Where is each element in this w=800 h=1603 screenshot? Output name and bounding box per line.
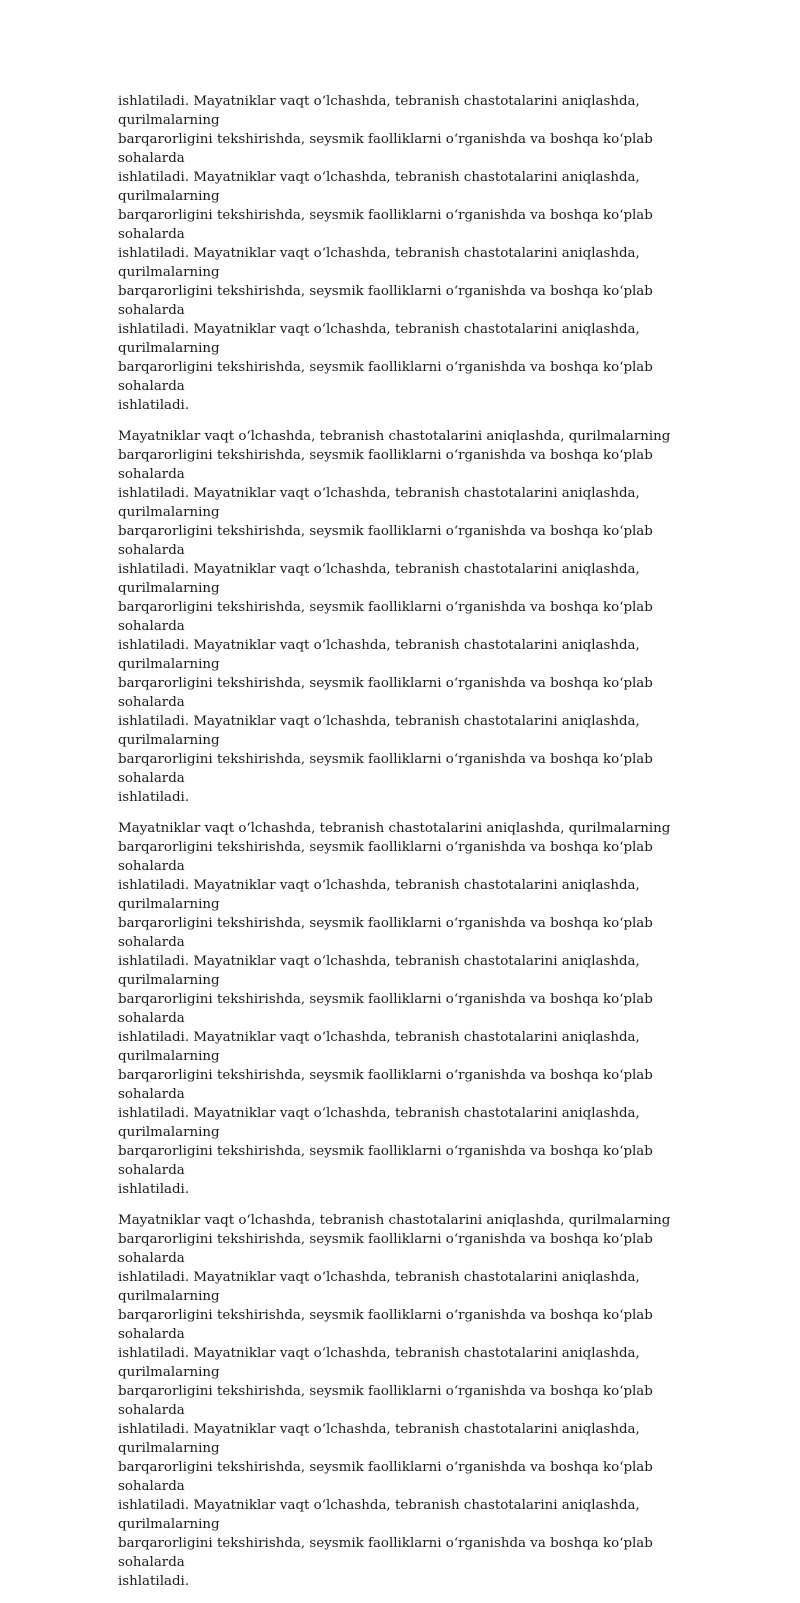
paragraph-3: Mayatniklar vaqt o‘lchashda, tebranish chastotalarini aniqlashda, qurilmalarning barqarorligini tekshirishda, seysmik faolliklarni o‘rganishda va boshqa ko‘plab sohalarda ishlatiladi. Mayatniklar vaqt o‘lchashda, tebranish chastotalarini aniqlashda, qurilmalarning barqarorligini tekshirishda, seysmik faolliklarni o‘rganishda va boshqa ko‘plab sohalarda ishlatiladi. Mayatniklar vaqt o‘lchashda, tebranish chastotalarini aniqlashda, qurilmalarning barqarorligini tekshirishda, seysmik faolliklarni o‘rganishda va boshqa ko‘plab sohalarda ishlatiladi. Mayatniklar vaqt o‘lchashda, tebranish chastotalarini aniqlashda, qurilmalarning barqarorligini tekshirishda, seysmik faolliklarni o‘rganishda va boshqa ko‘plab sohalarda ishlatiladi. Mayatniklar vaqt o‘lchashda, tebranish chastotalarini aniqlashda, qurilmalarning barqarorligini tekshirishda, seysmik faolliklarni o‘rganishda va boshqa ko‘plab sohalarda ishlatiladi. [118, 821, 671, 1197]
document-body [118, 92, 678, 1603]
paragraph-1: ishlatiladi. Mayatniklar vaqt o‘lchashda, tebranish chastotalarini aniqlashda, qurilmalarning barqarorligini tekshirishda, seysmik faolliklarni o‘rganishda va boshqa ko‘plab sohalarda ishlatiladi. Mayatniklar vaqt o‘lchashda, tebranish chastotalarini aniqlashda, qurilmalarning barqarorligini tekshirishda, seysmik faolliklarni o‘rganishda va boshqa ko‘plab sohalarda ishlatiladi. Mayatniklar vaqt o‘lchashda, tebranish chastotalarini aniqlashda, qurilmalarning barqarorligini tekshirishda, seysmik faolliklarni o‘rganishda va boshqa ko‘plab sohalarda ishlatiladi. Mayatniklar vaqt o‘lchashda, tebranish chastotalarini aniqlashda, qurilmalarning barqarorligini tekshirishda, seysmik faolliklarni o‘rganishda va boshqa ko‘plab sohalarda ishlatiladi. [118, 94, 653, 413]
paragraph-4: Mayatniklar vaqt o‘lchashda, tebranish chastotalarini aniqlashda, qurilmalarning barqarorligini tekshirishda, seysmik faolliklarni o‘rganishda va boshqa ko‘plab sohalarda ishlatiladi. Mayatniklar vaqt o‘lchashda, tebranish chastotalarini aniqlashda, qurilmalarning barqarorligini tekshirishda, seysmik faolliklarni o‘rganishda va boshqa ko‘plab sohalarda ishlatiladi. Mayatniklar vaqt o‘lchashda, tebranish chastotalarini aniqlashda, qurilmalarning barqarorligini tekshirishda, seysmik faolliklarni o‘rganishda va boshqa ko‘plab sohalarda ishlatiladi. Mayatniklar vaqt o‘lchashda, tebranish chastotalarini aniqlashda, qurilmalarning barqarorligini tekshirishda, seysmik faolliklarni o‘rganishda va boshqa ko‘plab sohalarda ishlatiladi. Mayatniklar vaqt o‘lchashda, tebranish chastotalarini aniqlashda, qurilmalarning barqarorligini tekshirishda, seysmik faolliklarni o‘rganishda va boshqa ko‘plab sohalarda ishlatiladi. [118, 1213, 671, 1589]
paragraph-2: Mayatniklar vaqt o‘lchashda, tebranish chastotalarini aniqlashda, qurilmalarning barqarorligini tekshirishda, seysmik faolliklarni o‘rganishda va boshqa ko‘plab sohalarda ishlatiladi. Mayatniklar vaqt o‘lchashda, tebranish chastotalarini aniqlashda, qurilmalarning barqarorligini tekshirishda, seysmik faolliklarni o‘rganishda va boshqa ko‘plab sohalarda ishlatiladi. Mayatniklar vaqt o‘lchashda, tebranish chastotalarini aniqlashda, qurilmalarning barqarorligini tekshirishda, seysmik faolliklarni o‘rganishda va boshqa ko‘plab sohalarda ishlatiladi. Mayatniklar vaqt o‘lchashda, tebranish chastotalarini aniqlashda, qurilmalarning barqarorligini tekshirishda, seysmik faolliklarni o‘rganishda va boshqa ko‘plab sohalarda ishlatiladi. Mayatniklar vaqt o‘lchashda, tebranish chastotalarini aniqlashda, qurilmalarning barqarorligini tekshirishda, seysmik faolliklarni o‘rganishda va boshqa ko‘plab sohalarda ishlatiladi. [118, 429, 671, 805]
